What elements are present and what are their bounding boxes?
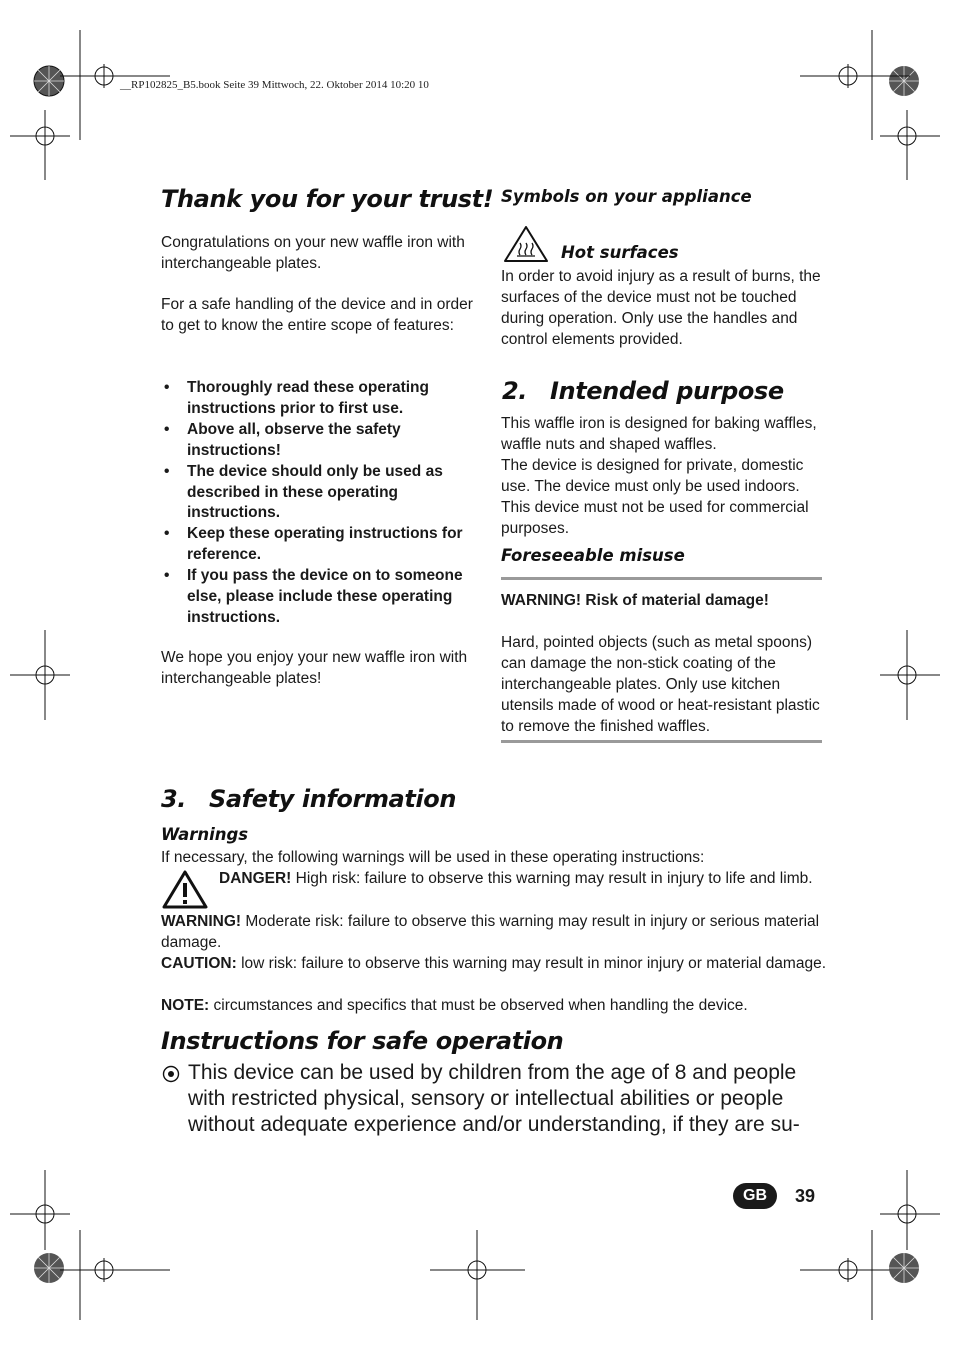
danger-definition <box>219 869 825 890</box>
warning-label: WARNING! <box>161 913 242 930</box>
bullet-circle-icon <box>162 1065 180 1088</box>
closing-paragraph: We hope you enjoy your new waffle iron with interchangeable plates! <box>161 649 468 687</box>
danger-label: DANGER! <box>219 870 292 887</box>
safe-operation-title: Instructions for safe operation <box>161 1027 564 1055</box>
foreseeable-misuse-heading: Foreseeable misuse <box>501 546 685 565</box>
list-item: • Above all, observe the safety instructions! <box>161 420 481 462</box>
warnings-heading: Warnings <box>161 825 249 844</box>
material-warning-title: WARNING! Risk of material damage! <box>501 592 769 609</box>
warning-definition <box>161 912 826 954</box>
section-title: Intended purpose <box>550 377 784 405</box>
caution-definition <box>161 954 826 975</box>
crop-mark-icon <box>430 1230 525 1320</box>
intro-paragraph: Congratulations on your new waffle iron with interchangeable plates. <box>161 234 465 272</box>
caution-text: low risk: failure to observe this warning may result in minor injury or material damage. <box>236 955 827 972</box>
crop-mark-icon <box>10 630 70 720</box>
warnings-intro: If necessary, the following warnings will be used in these operating instructions: <box>161 849 705 866</box>
danger-text: High risk: failure to observe this warning may result in injury to life and limb. <box>291 870 813 887</box>
safe-handling-paragraph: For a safe handling of the device and in order to get to know the entire scope of features: <box>161 296 473 334</box>
registration-mark-icon <box>883 1247 925 1289</box>
crop-mark-icon <box>880 110 940 190</box>
book-header-line: __RP102825_B5.book Seite 39 Mittwoch, 22. Oktober 2014 10:20 10 <box>120 79 429 91</box>
symbols-heading: Symbols on your appliance <box>501 187 752 206</box>
hot-surface-warning-icon <box>503 225 549 268</box>
section-number: 2. <box>502 377 528 405</box>
crop-mark-icon <box>10 110 70 190</box>
danger-warning-icon <box>161 869 209 916</box>
caution-label: CAUTION: <box>161 955 237 972</box>
intended-purpose-title <box>502 377 784 405</box>
page-number: 39 <box>795 1186 816 1206</box>
crop-mark-icon <box>880 630 940 720</box>
thank-you-title: Thank you for your trust! <box>161 185 494 213</box>
note-label: NOTE: <box>161 997 210 1014</box>
country-badge: GB <box>733 1183 777 1209</box>
warning-box-top-rule <box>501 577 822 580</box>
section-title: Safety information <box>209 785 457 813</box>
warning-box-bottom-rule <box>501 740 822 743</box>
instruction-bullet-list <box>161 378 481 629</box>
note-definition <box>161 996 826 1017</box>
list-item: • Keep these operating instructions for reference. <box>161 524 481 566</box>
crop-mark-icon <box>60 1230 170 1320</box>
safe-operation-item: This device can be used by children from the age of 8 and people with restricted physical, sensory or intellectual abilities or people without adequate experience and/or understanding, if they are su- <box>188 1061 800 1136</box>
list-item: • Thoroughly read these operating instructions prior to first use. <box>161 378 481 420</box>
warning-text: Moderate risk: failure to observe this warning may result in injury or serious material damage. <box>161 913 820 951</box>
hot-surfaces-heading: Hot surfaces <box>561 243 679 262</box>
list-item: • The device should only be used as described in these operating instructions. <box>161 462 481 525</box>
note-text: circumstances and specifics that must be observed when handling the device. <box>209 997 748 1014</box>
list-item: • If you pass the device on to someone else, please include these operating instructions. <box>161 566 481 629</box>
material-warning-text: Hard, pointed objects (such as metal spoons) can damage the non-stick coating of the interchangeable plates. Only use kitchen utensils made of wood or heat-resistant plastic to remove the finished waffles. <box>501 634 820 735</box>
intended-purpose-paragraph-2: The device is designed for private, domestic use. The device must only be used indoors. This device must not be used for commercial purposes. <box>501 457 809 537</box>
hot-surfaces-text: In order to avoid injury as a result of burns, the surfaces of the device must not be touched during operation. Only use the handles and control elements provided. <box>501 268 821 348</box>
section-number: 3. <box>161 785 187 813</box>
safety-information-title <box>161 785 456 813</box>
intended-purpose-paragraph-1: This waffle iron is designed for baking waffles, waffle nuts and shaped waffles. <box>501 415 817 453</box>
